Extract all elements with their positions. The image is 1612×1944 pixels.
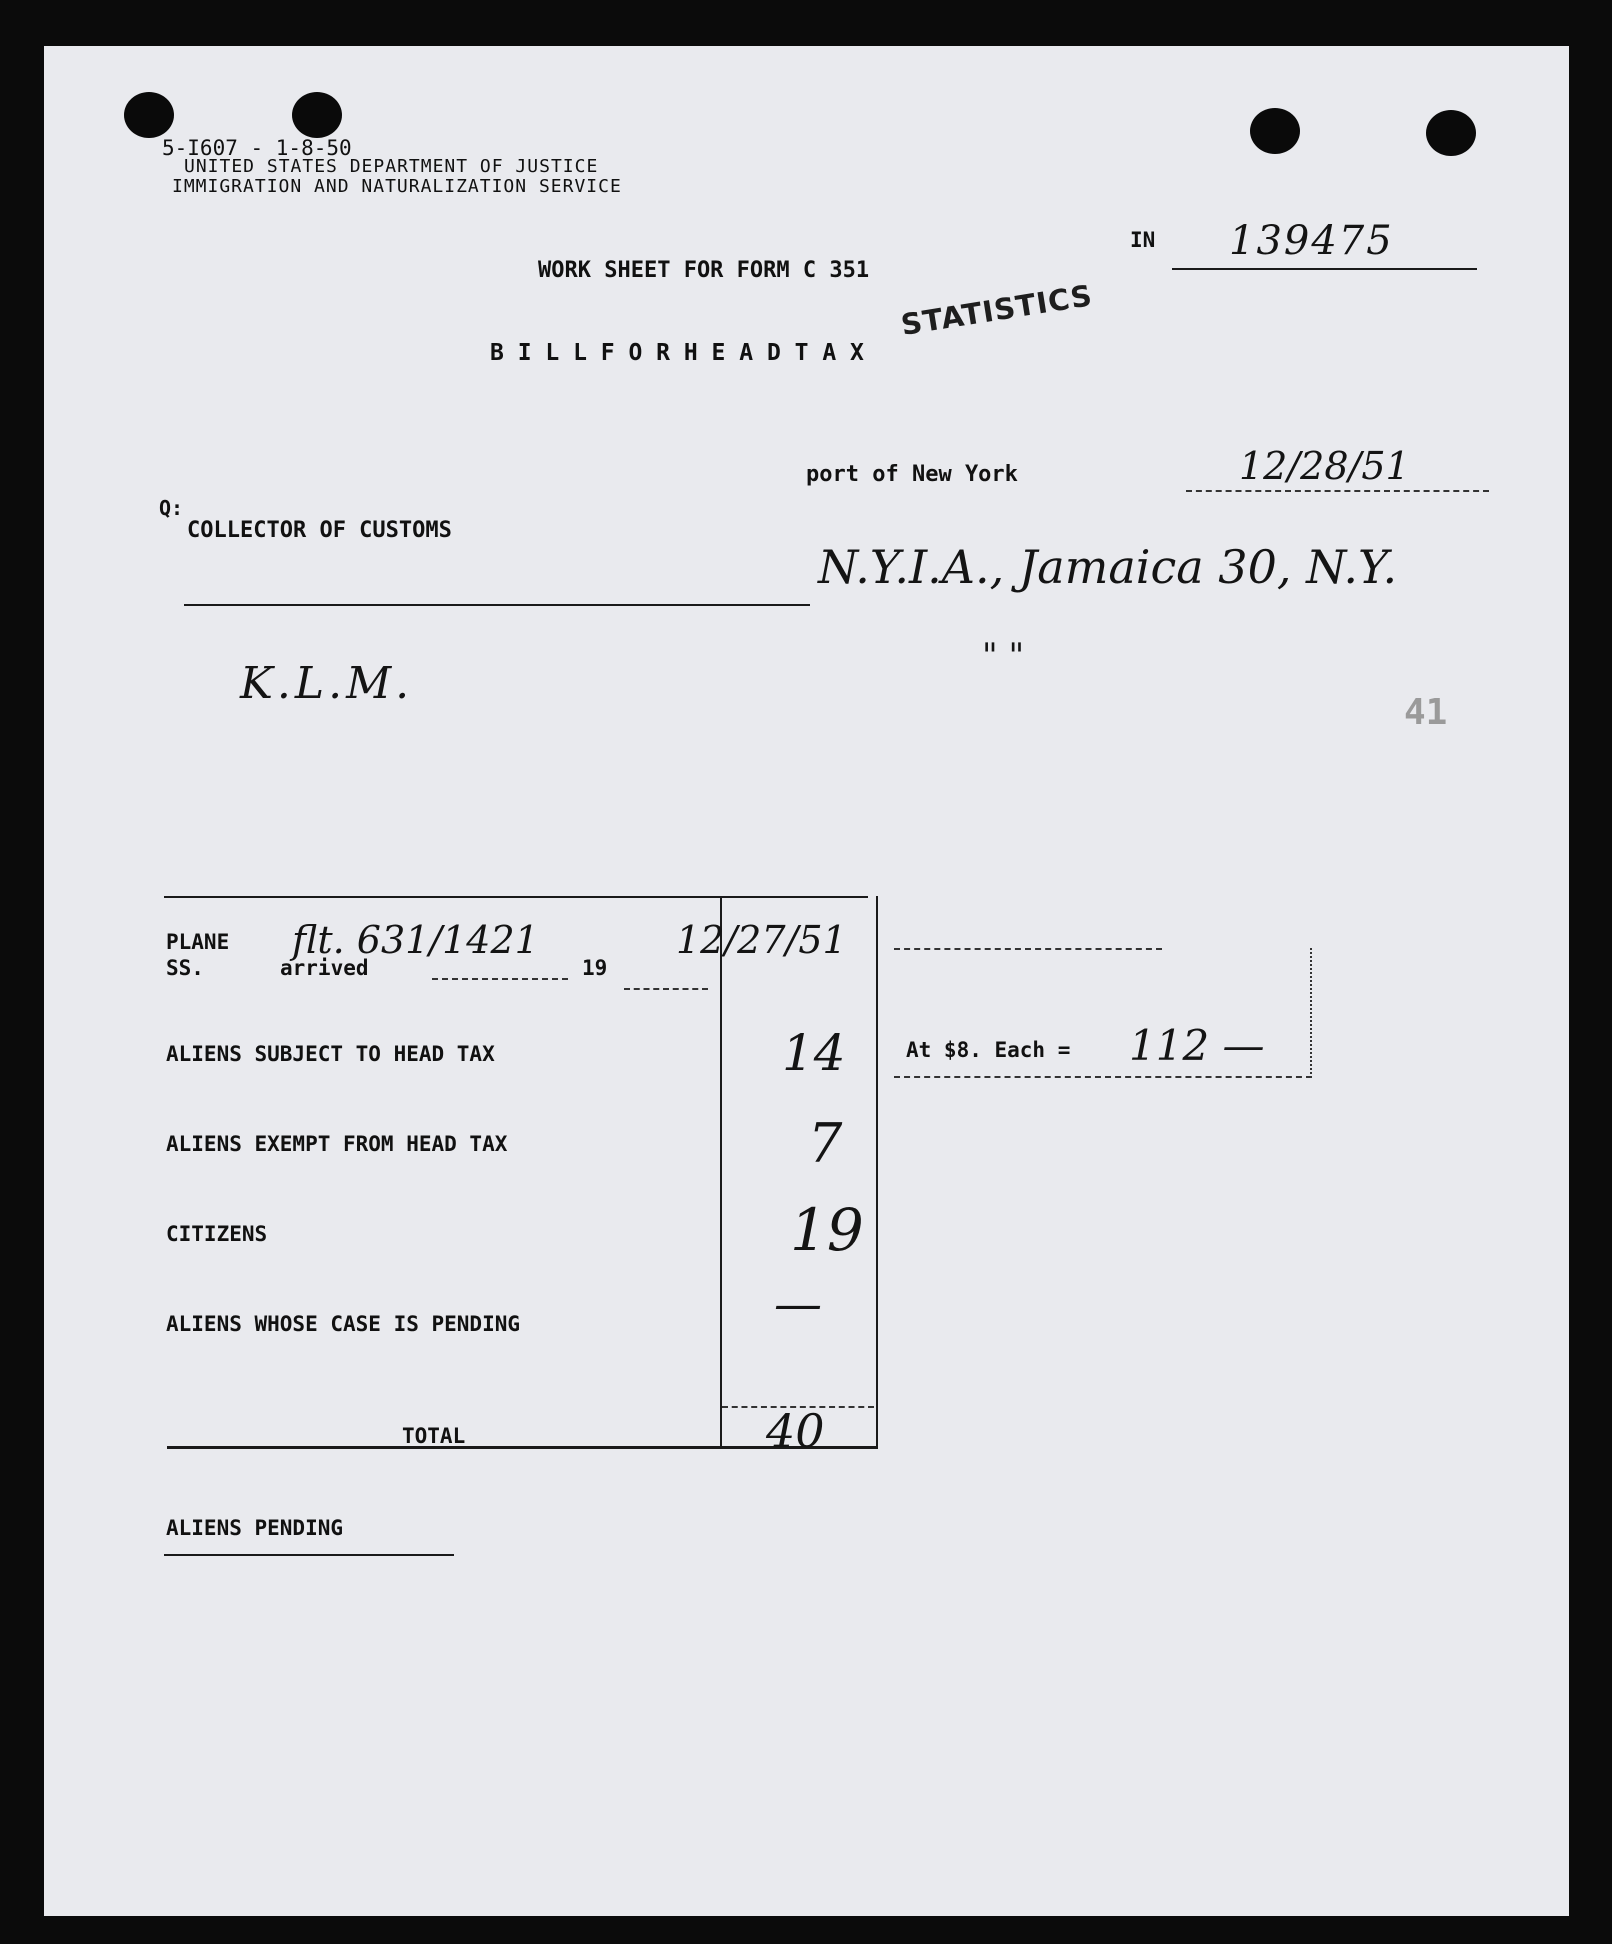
- ditto-marks: " ": [982, 636, 1025, 676]
- values-column-right-border: [876, 896, 878, 1446]
- port-date: 12/28/51: [1239, 444, 1410, 488]
- form-reference: 5-I607 - 1-8-50: [162, 136, 352, 160]
- in-label: IN: [1130, 228, 1156, 252]
- location-handwritten: N.Y.I.A., Jamaica 30, N.Y.: [818, 540, 1398, 594]
- year-underline: [624, 988, 708, 990]
- department-heading: UNITED STATES DEPARTMENT OF JUSTICE: [184, 156, 599, 177]
- aliens-pending-underline: [164, 1554, 454, 1556]
- arrived-underline: [432, 978, 568, 980]
- values-column-left-border: [720, 896, 722, 1446]
- punch-hole-4: [1426, 110, 1476, 156]
- code-stamp: 41: [1404, 692, 1448, 733]
- carrier-handwritten: K.L.M.: [240, 658, 414, 709]
- punch-hole-2: [292, 92, 342, 138]
- in-number: 139475: [1229, 218, 1394, 264]
- port-date-underline: [1186, 490, 1489, 492]
- to-label: Q:: [159, 496, 184, 520]
- flight-number-handwritten: flt. 631/1421: [292, 918, 539, 962]
- row-label-exempt: ALIENS EXEMPT FROM HEAD TAX: [166, 1132, 508, 1156]
- rate-amount: 112 —: [1129, 1021, 1265, 1070]
- punch-hole-3: [1250, 108, 1300, 154]
- row-label-pending-case: ALIENS WHOSE CASE IS PENDING: [166, 1312, 521, 1336]
- table-top-rule: [164, 896, 868, 898]
- document-page: [44, 46, 1569, 1916]
- total-label: TOTAL: [402, 1424, 466, 1448]
- collector-of-customs: COLLECTOR OF CUSTOMS: [187, 518, 452, 543]
- collector-underline: [184, 604, 810, 606]
- row-label-subject: ALIENS SUBJECT TO HEAD TAX: [166, 1042, 495, 1066]
- rate-box-bottom: [894, 1076, 1312, 1078]
- arrival-date-handwritten: 12/27/51: [676, 918, 847, 962]
- year-prefix: 19: [582, 956, 608, 980]
- rate-box-top: [894, 948, 1162, 950]
- row-value-citizens: 19: [790, 1196, 864, 1264]
- statistics-stamp: STATISTICS: [898, 278, 1095, 342]
- port-label: port of New York: [806, 462, 1018, 487]
- plane-label: PLANE: [166, 930, 230, 954]
- service-heading: IMMIGRATION AND NATURALIZATION SERVICE: [172, 176, 622, 197]
- ss-label: SS.: [166, 956, 204, 980]
- worksheet-title: WORK SHEET FOR FORM C 351: [538, 258, 870, 283]
- row-value-subject: 14: [782, 1024, 846, 1082]
- bill-title: B I L L F O R H E A D T A X: [490, 340, 864, 366]
- rate-label: At $8. Each =: [906, 1038, 1071, 1062]
- punch-hole-1: [124, 92, 174, 138]
- rate-box-right: [1310, 948, 1312, 1078]
- row-label-citizens: CITIZENS: [166, 1222, 268, 1246]
- row-value-exempt: 7: [808, 1112, 843, 1175]
- aliens-pending-label: ALIENS PENDING: [166, 1516, 344, 1540]
- row-value-pending-case: —: [774, 1276, 822, 1332]
- total-value: 40: [766, 1404, 825, 1458]
- arrived-label: arrived: [280, 956, 369, 980]
- in-number-underline: [1172, 268, 1477, 270]
